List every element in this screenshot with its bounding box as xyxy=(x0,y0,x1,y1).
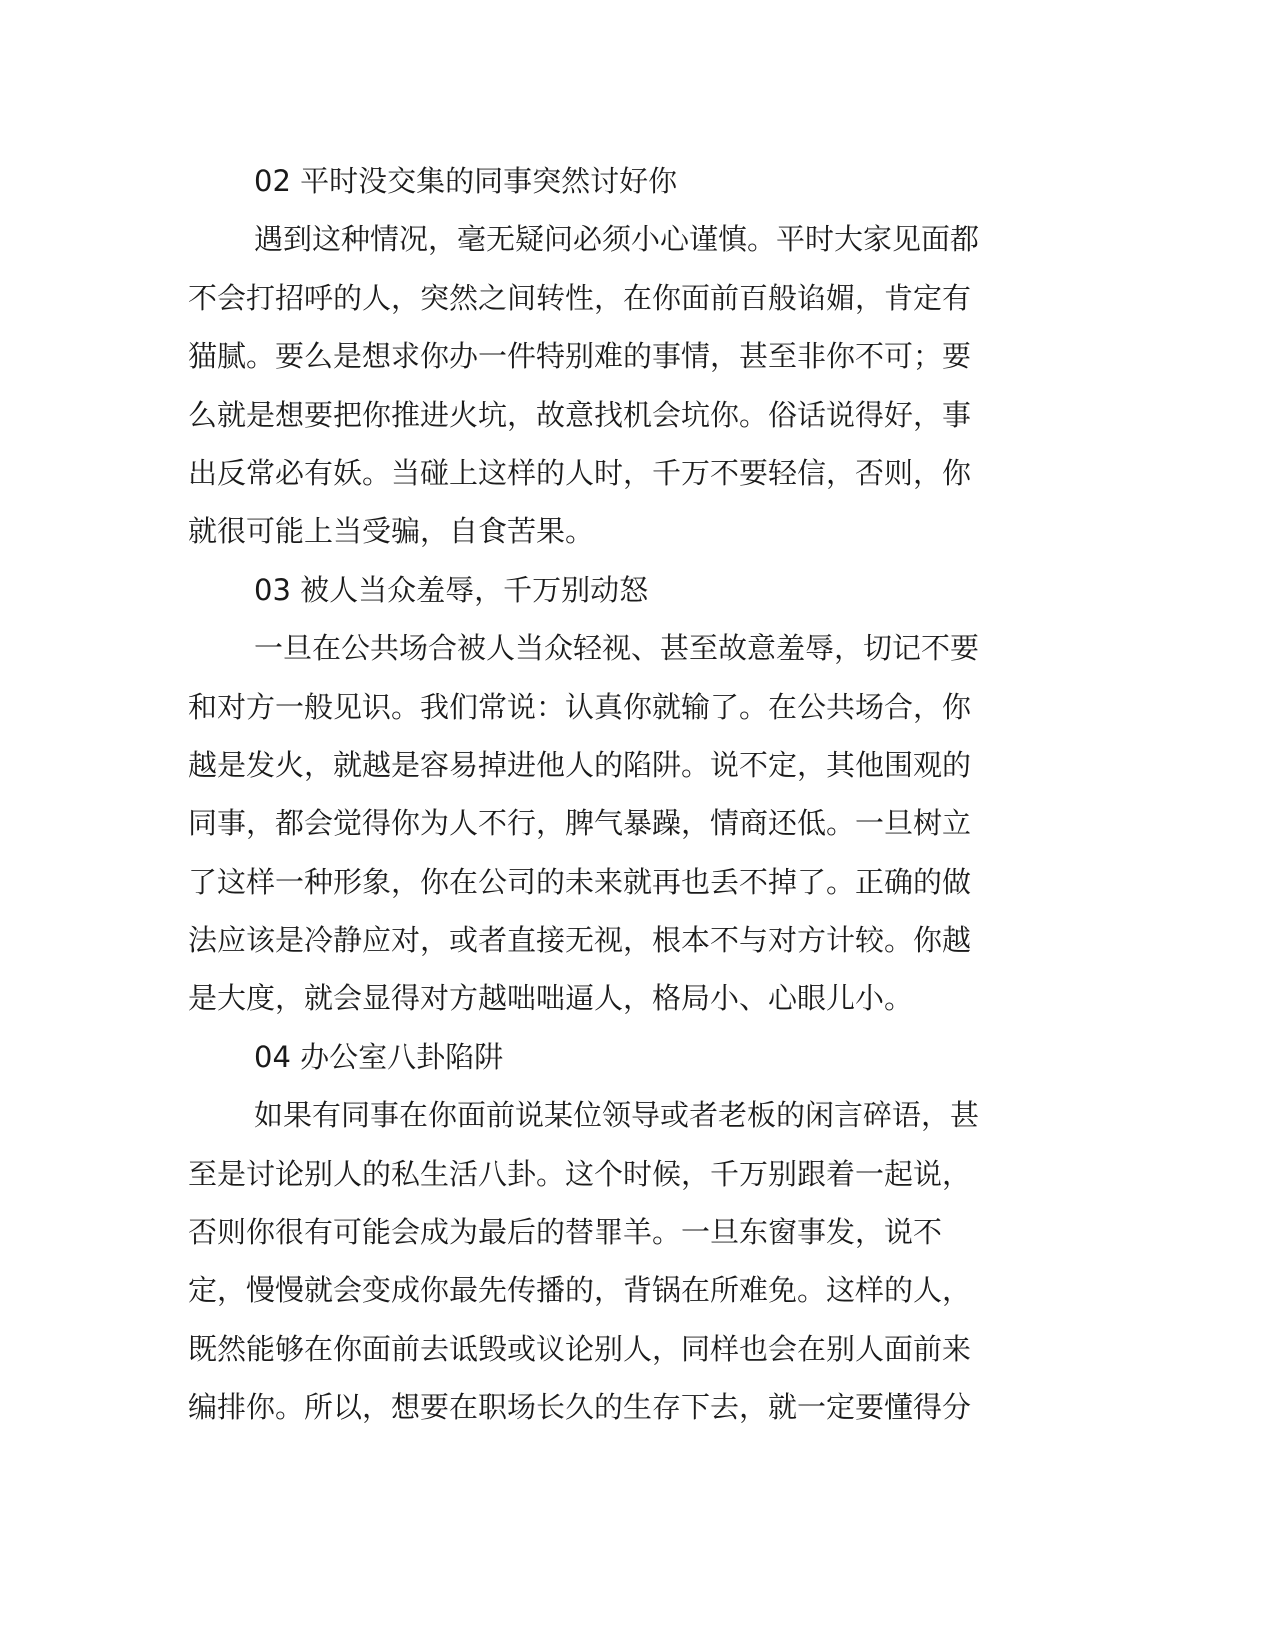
paragraph-line: 不会打招呼的人，突然之间转性，在你面前百般谄媚，肯定有 xyxy=(188,280,972,315)
paragraph-line: 出反常必有妖。当碰上这样的人时，千万不要轻信，否则，你 xyxy=(188,455,972,490)
paragraph-line: 如果有同事在你面前说某位领导或者老板的闲言碎语，甚 xyxy=(254,1098,980,1133)
paragraph-line: 一旦在公共场合被人当众轻视、甚至故意羞辱，切记不要 xyxy=(254,631,980,666)
paragraph-line: 是大度，就会显得对方越咄咄逼人，格局小、心眼儿小。 xyxy=(188,981,914,1016)
paragraph-line: 么就是想要把你推进火坑，故意找机会坑你。俗话说得好，事 xyxy=(188,397,972,432)
paragraph-line: 越是发火，就越是容易掉进他人的陷阱。说不定，其他围观的 xyxy=(188,747,972,782)
section-heading-03: 03 被人当众羞辱，千万别动怒 xyxy=(254,572,649,607)
section-heading-04: 04 办公室八卦陷阱 xyxy=(254,1039,504,1074)
section-heading-02: 02 平时没交集的同事突然讨好你 xyxy=(254,164,678,198)
document-body xyxy=(188,152,1096,1437)
paragraph-line: 至是讨论别人的私生活八卦。这个时候，千万别跟着一起说， xyxy=(188,1156,972,1191)
paragraph-line: 猫腻。要么是想求你办一件特别难的事情，甚至非你不可；要 xyxy=(188,339,972,374)
paragraph-line: 和对方一般见识。我们常说：认真你就输了。在公共场合，你 xyxy=(188,689,972,724)
paragraph-line: 了这样一种形象，你在公司的未来就再也丢不掉了。正确的做 xyxy=(188,864,972,899)
paragraph-line: 否则你很有可能会成为最后的替罪羊。一旦东窗事发，说不 xyxy=(188,1215,943,1250)
paragraph-line: 遇到这种情况，毫无疑问必须小心谨慎。平时大家见面都 xyxy=(254,222,980,257)
paragraph-line: 定，慢慢就会变成你最先传播的，背锅在所难免。这样的人， xyxy=(188,1273,972,1308)
paragraph-line: 既然能够在你面前去诋毁或议论别人，同样也会在别人面前来 xyxy=(188,1331,972,1366)
paragraph-line: 就很可能上当受骗，自食苦果。 xyxy=(188,514,595,549)
paragraph-line: 法应该是冷静应对，或者直接无视，根本不与对方计较。你越 xyxy=(188,923,972,958)
paragraph-line: 同事，都会觉得你为人不行，脾气暴躁，情商还低。一旦树立 xyxy=(188,806,972,841)
paragraph-line: 编排你。所以，想要在职场长久的生存下去，就一定要懂得分 xyxy=(188,1390,972,1425)
